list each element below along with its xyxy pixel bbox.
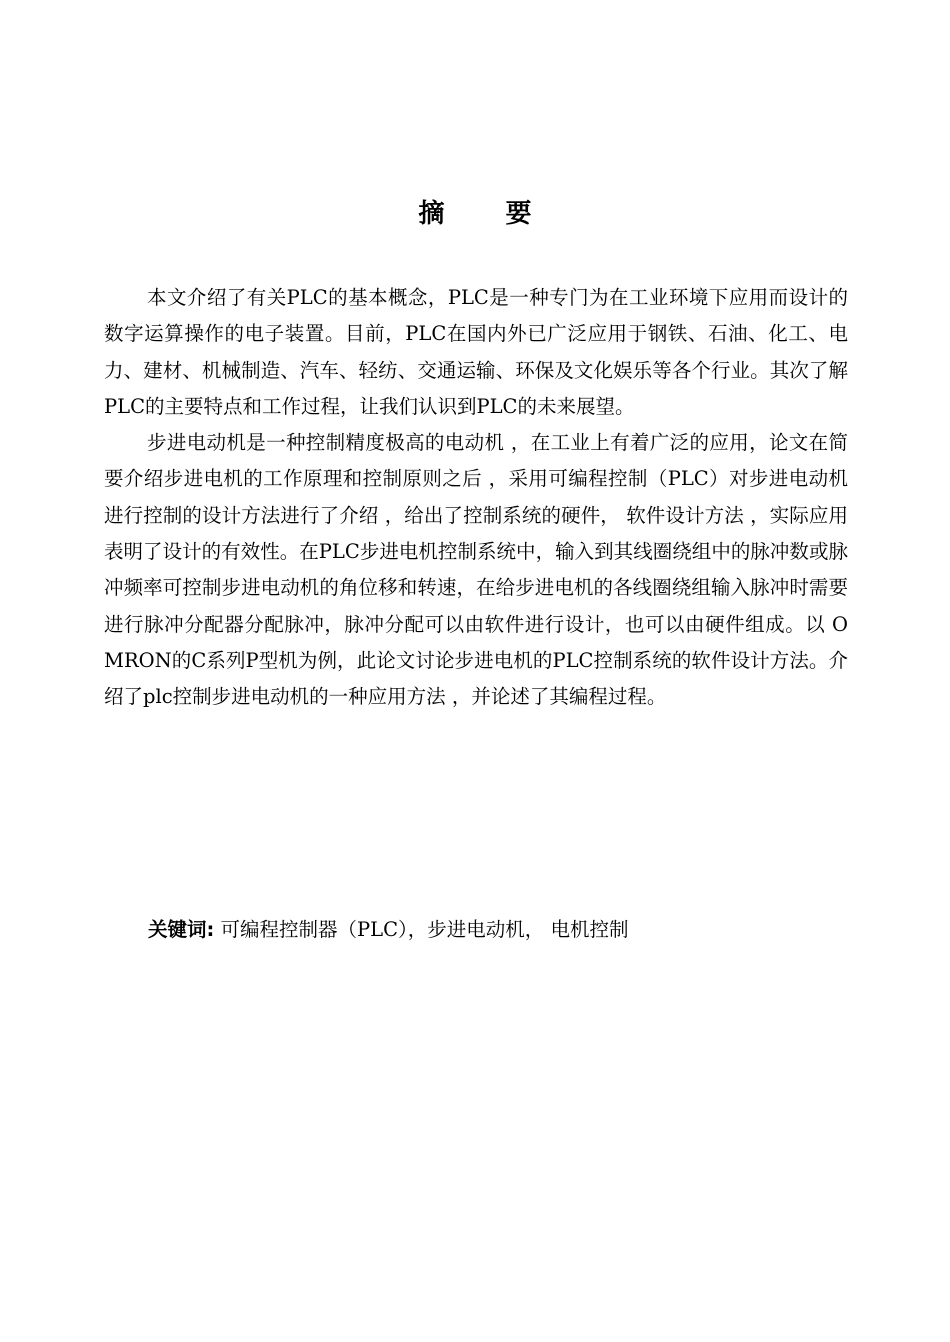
page-title: 摘 要	[418, 199, 558, 229]
keywords-label: 关键词:	[148, 918, 215, 941]
keywords-line	[148, 912, 848, 948]
keywords-value: 可编程控制器（PLC），步进电动机， 电机控制	[214, 918, 629, 941]
abstract-body	[104, 280, 848, 716]
abstract-paragraph-1: 本文介绍了有关PLC的基本概念，PLC是一种专门为在工业环境下应用而设计的数字运算操作的电子装置。目前，PLC在国内外已广泛应用于钢铁、石油、化工、电力、建材、机械制造、汽车、轻纺、交通运输、环保及文化娱乐等各个行业。其次了解PLC的主要特点和工作过程，让我们认识到PLC的未来展望。	[104, 286, 848, 418]
abstract-paragraph-2: 步进电动机是一种控制精度极高的电动机 ，在工业上有着广泛的应用，论文在简要介绍步进电机的工作原理和控制原则之后 ，采用可编程控制（PLC）对步进电动机进行控制的设计方法进行了介绍 ，给出了控制系统的硬件， 软件设计方法 ，实际应用表明了设计的有效性。在PLC步进电机控制系统中，输入到其线圈绕组中的脉冲数或脉冲频率可控制步进电动机的角位移和转速，在给步进电机的各线圈绕组输入脉冲时需要进行脉冲分配器分配脉冲，脉冲分配可以由软件进行设计，也可以由硬件组成。以 OMRON的C系列P型机为例，此论文讨论步进电机的PLC控制系统的软件设计方法。介绍了plc控制步进电动机的一种应用方法 ，并论述了其编程过程。	[104, 431, 848, 709]
